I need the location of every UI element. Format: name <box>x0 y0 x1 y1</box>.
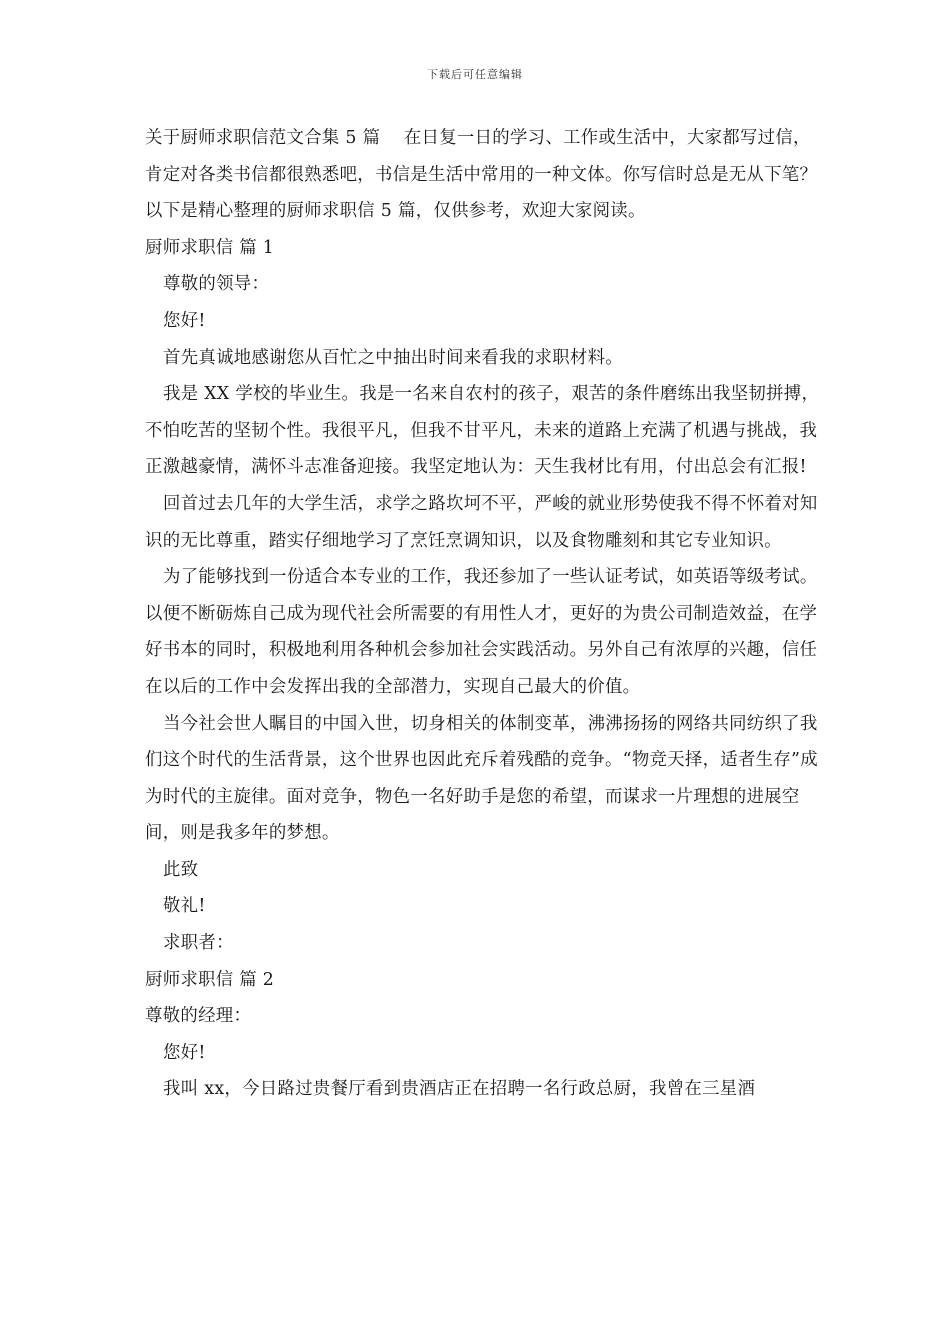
body-paragraph: 我是 XX 学校的毕业生。我是一名来自农村的孩子，艰苦的条件磨练出我坚韧拼搏，不怕吃苦的坚韧个性。我很平凡，但我不甘平凡，未来的道路上充满了机遇与挑战，我正激越豪情，满怀斗志准备迎接。我坚定地认为：天生我材比有用，付出总会有汇报! <box>145 384 820 478</box>
header-note: 下载后可任意编辑 <box>427 68 523 81</box>
body-paragraph: 回首过去几年的大学生活，求学之路坎坷不平，严峻的就业形势使我不得不怀着对知识的无比尊重，踏实仔细地学习了烹饪烹调知识，以及食物雕刻和其它专业知识。 <box>145 493 818 551</box>
salutation: 尊敬的领导： <box>163 274 270 295</box>
greeting: 您好! <box>163 310 206 331</box>
body-paragraph: 当今社会世人瞩目的中国入世，切身相关的体制变革，沸沸扬扬的网络共同纺织了我们这个时代的生活背景，这个世界也因此充斥着残酷的竞争。“物竞天择，适者生存”成为时代的主旋律。面对竞争，物色一名好助手是您的希望，而谋求一片理想的进展空间，则是我多年的梦想。 <box>145 713 818 844</box>
section-title-1: 厨师求职信 篇 1 <box>145 237 275 258</box>
closing-line: 此致 <box>163 859 199 880</box>
body-paragraph: 为了能够找到一份适合本专业的工作，我还参加了一些认证考试，如英语等级考试。以便不断砺炼自己成为现代社会所需要的有用性人才，更好的为贵公司制造效益，在学好书本的同时，积极地利用各种机会参加社会实践活动。另外自己有浓厚的兴趣，信任在以后的工作中会发挥出我的全部潜力，实现自己最大的价值。 <box>145 567 818 697</box>
document-body <box>145 120 820 1108</box>
section-title-2: 厨师求职信 篇 2 <box>145 969 275 990</box>
body-paragraph: 我叫 xx，今日路过贵餐厅看到贵酒店正在招聘一名行政总厨，我曾在三星酒 <box>163 1079 756 1100</box>
signature-line: 求职者： <box>163 933 234 954</box>
body-paragraph: 首先真诚地感谢您从百忙之中抽出时间来看我的求职材料。 <box>163 347 623 368</box>
salutation: 尊敬的经理： <box>145 1006 252 1027</box>
greeting: 您好! <box>163 1042 206 1063</box>
closing-line: 敬礼! <box>163 896 206 917</box>
intro-paragraph: 关于厨师求职信范文合集 5 篇 在日复一日的学习、工作或生活中，大家都写过信，肯定对各类书信都很熟悉吧，书信是生活中常用的一种文体。你写信时总是无从下笔？以下是精心整理的厨师求职信 5 篇，仅供参考，欢迎大家阅读。 <box>145 128 818 222</box>
